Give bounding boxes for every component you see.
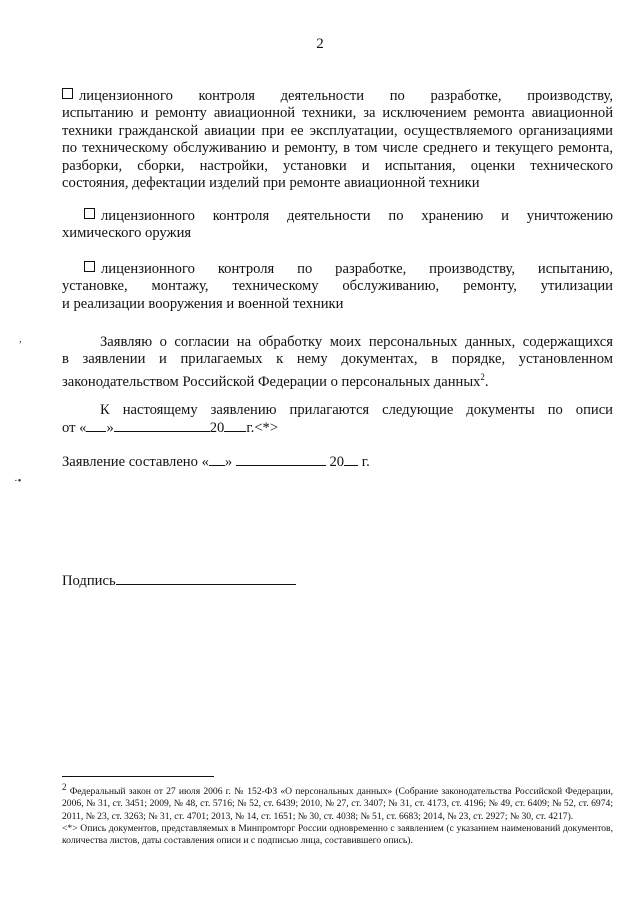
option-weapons-paragraph	[62, 261, 613, 313]
consent-line-3: законодательством Российской Федерации о персональных данных$^2$.	[62, 371, 489, 390]
consent-paragraph	[62, 334, 613, 391]
option-aviation-paragraph	[62, 88, 613, 192]
option-aviation-line-2: испытанию и ремонту авиационной техники, за исключением ремонта авиационной	[62, 105, 613, 122]
footnote-star: <*> Опись документов, представляемых в Минпромторг России одновременно с заявлением (с указанием наименований документов, количества листов, даты составления описи и с подписью лица, составившего опись).	[62, 823, 613, 847]
option-aviation-line-4: по техническому обслуживанию и ремонту, в том числе среднего и текущего ремонта,	[62, 140, 613, 157]
option-aviation-line-6: состояния, дефектации изделий при ремонте авиационной техники	[62, 175, 480, 192]
checkbox-weapons[interactable]	[84, 261, 95, 272]
consent-line-1: Заявляю о согласии на обработку моих персональных данных, содержащихся	[100, 334, 613, 350]
attachments-paragraph	[62, 402, 613, 438]
compiled-day-blank[interactable]	[209, 453, 225, 466]
page-number: 2	[316, 36, 324, 52]
attachments-year-blank[interactable]	[224, 419, 246, 432]
attachments-line-1: К настоящему заявлению прилагаются следующие документы по описи	[100, 402, 613, 418]
compiled-month-blank[interactable]	[236, 453, 326, 466]
option-weapons-line-3: и реализации вооружения и военной техники	[62, 295, 344, 312]
signature-line	[62, 572, 296, 590]
margin-mark: ·•	[14, 475, 22, 487]
checkbox-aviation[interactable]	[62, 88, 73, 99]
signature-field[interactable]	[116, 572, 296, 585]
signature-label: Подпись	[62, 573, 116, 589]
option-aviation-line-3: техники гражданской авиации при ее эксплуатации, осуществляемого организациями	[62, 122, 613, 139]
option-weapons-line-2: установке, монтажу, техническому обслуживанию, ремонту, утилизации	[62, 278, 613, 295]
option-weapons-line-1: лицензионного контроля по разработке, производству, испытанию,	[62, 261, 613, 278]
footnote-rule	[62, 776, 214, 777]
consent-line-2: в заявлении и прилагаемых к нему документах, в порядке, установленном	[62, 351, 613, 368]
attachments-day-blank[interactable]	[86, 419, 106, 432]
footnotes	[62, 781, 613, 848]
option-aviation-line-5: разборки, сборки, настройки, установки и испытания, оценки технического	[62, 157, 613, 174]
option-chemical-line-1: лицензионного контроля деятельности по хранению и уничтожению	[62, 208, 613, 225]
footnote-2: $^2$ Федеральный закон от 27 июля 2006 г. № 152-ФЗ «О персональных данных» (Собрание законодательства Российской Федерации, 2006, № 31, ст. 3451; 2009, № 48, ст. 5716; № 52, ст. 6439; 2010, № 27, ст. 3407; № 31, ст. 4173, ст. 4196; № 49, ст. 6409; № 52, ст. 6974; 2011, № 23, ст. 3263; № 31, ст. 4701; 2013, № 14, ст. 1651; № 30, ст. 4038; № 51, ст. 6683; 2014, № 23, ст. 2927; № 30, ст. 4217).	[62, 782, 613, 822]
attachments-month-blank[interactable]	[114, 419, 210, 432]
option-chemical-paragraph	[62, 208, 613, 243]
attachments-line-2: от « » 20 г.<*>	[62, 420, 279, 437]
checkbox-chemical[interactable]	[84, 208, 95, 219]
margin-mark: ,	[19, 333, 22, 345]
option-aviation-line-1: лицензионного контроля деятельности по разработке, производству,	[62, 88, 613, 105]
compiled-year-blank[interactable]	[344, 453, 358, 466]
option-chemical-line-2: химического оружия	[62, 225, 192, 242]
compiled-date-line: Заявление составлено « » 20 г.	[62, 454, 370, 470]
footnote-ref-2: 2	[480, 371, 485, 382]
